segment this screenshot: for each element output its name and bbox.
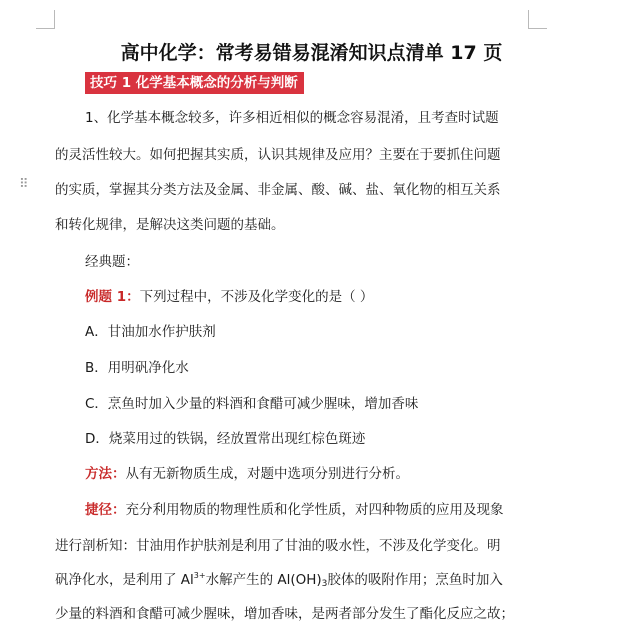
option-a: A．甘油加水作护肤剂 bbox=[85, 324, 216, 340]
method-label: 方法： bbox=[85, 466, 126, 482]
option-c: C．烹鱼时加入少量的料酒和食醋可减少腥味，增加香味 bbox=[85, 396, 419, 412]
option-b: B．用明矾净化水 bbox=[85, 360, 189, 376]
classic-label: 经典题： bbox=[85, 254, 139, 270]
hydroxide-subscript: 3 bbox=[321, 579, 328, 589]
shortcut-line-1 bbox=[85, 500, 504, 520]
drag-handle-icon[interactable]: ⠿ bbox=[19, 177, 30, 192]
shortcut-text-1: 充分利用物质的物理性质和化学性质，对四种物质的应用及现象 bbox=[125, 502, 504, 518]
intro-line-3: 的实质，掌握其分类方法及金属、非金属、酸、碱、盐、氧化物的相互关系 bbox=[55, 182, 501, 198]
section-tag: 技巧 1 化学基本概念的分析与判断 bbox=[85, 72, 304, 94]
intro-line-4: 和转化规律，是解决这类问题的基础。 bbox=[55, 217, 285, 233]
intro-line-2: 的灵活性较大。如何把握其实质，认识其规律及应用？主要在于要抓住问题 bbox=[55, 147, 501, 163]
shortcut-text-3b: 水解产生的 Al(OH) bbox=[205, 572, 322, 588]
example-question-text: 下列过程中，不涉及化学变化的是（ ） bbox=[139, 289, 374, 305]
example-label: 例题 1： bbox=[85, 289, 140, 305]
intro-line-1: 1、化学基本概念较多，许多相近相似的概念容易混淆，且考查时试题 bbox=[85, 110, 499, 126]
shortcut-line-2: 进行剖析知：甘油用作护肤剂是利用了甘油的吸水性，不涉及化学变化。明 bbox=[55, 538, 501, 554]
page-corner-mark-top-left bbox=[36, 10, 55, 29]
shortcut-line-3 bbox=[55, 570, 503, 590]
shortcut-text-3a: 矾净化水，是利用了 Al bbox=[55, 572, 194, 588]
al-charge-superscript: 3+ bbox=[193, 571, 206, 580]
page-title: 高中化学：常考易错易混淆知识点清单 17 页 bbox=[120, 42, 503, 64]
shortcut-text-3c: 胶体的吸附作用；烹鱼时加入 bbox=[327, 572, 503, 588]
method-text: 从有无新物质生成，对题中选项分别进行分析。 bbox=[125, 466, 409, 482]
method-line bbox=[85, 464, 409, 484]
shortcut-label: 捷径： bbox=[85, 502, 126, 518]
shortcut-line-4: 少量的料酒和食醋可减少腥味，增加香味，是两者部分发生了酯化反应之故； bbox=[55, 606, 514, 622]
example-question bbox=[85, 287, 373, 307]
page-corner-mark-top-right bbox=[528, 10, 547, 29]
option-d: D．烧菜用过的铁锅，经放置常出现红棕色斑迹 bbox=[85, 431, 366, 447]
